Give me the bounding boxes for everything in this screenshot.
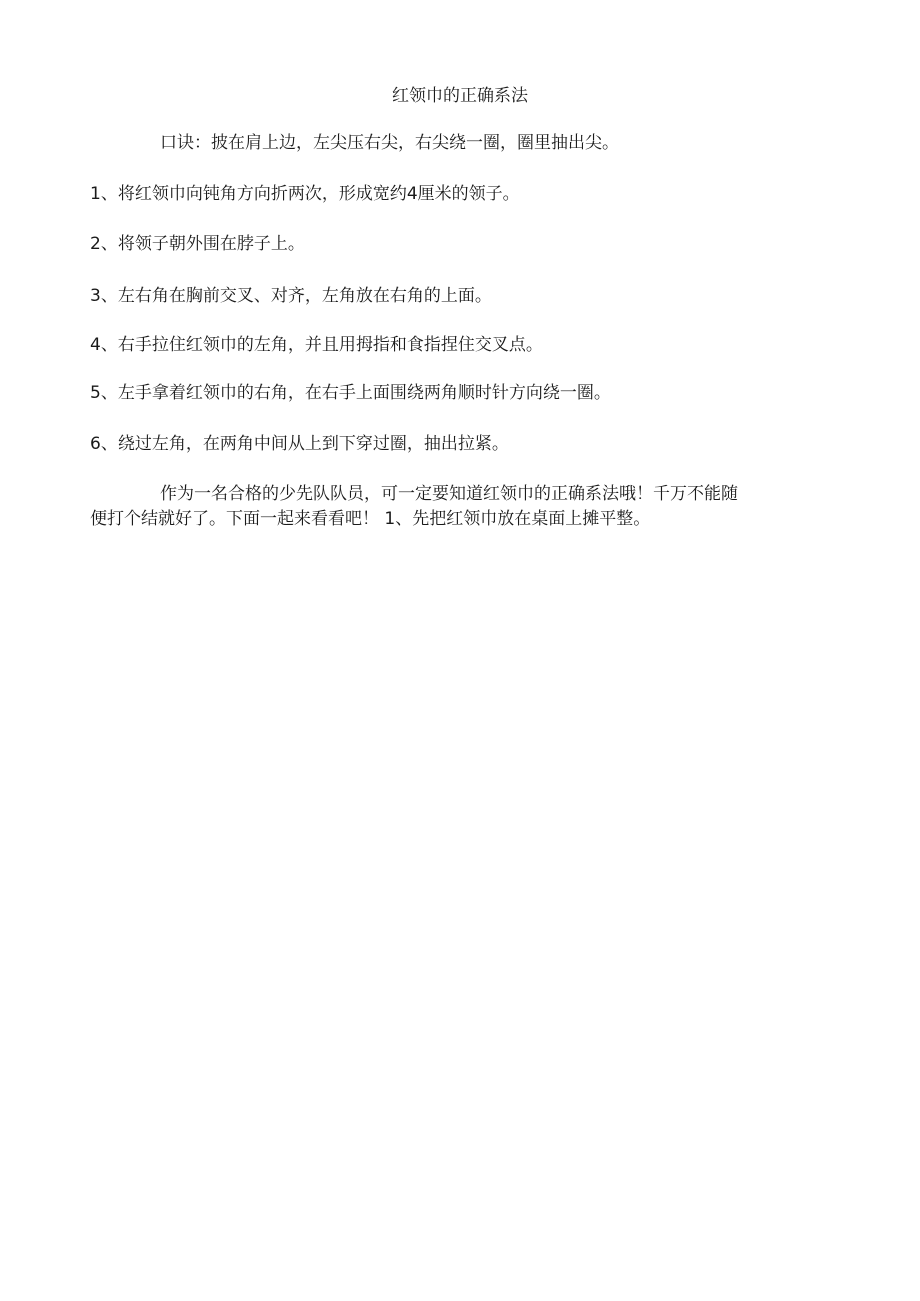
closing-paragraph-line-2: 便打个结就好了。下面一起来看看吧！ 1、先把红领巾放在桌面上摊平整。 — [90, 509, 651, 529]
closing-paragraph-line-1: 作为一名合格的少先队队员，可一定要知道红领巾的正确系法哦！千万不能随 — [160, 484, 738, 504]
step-4: 4、右手拉住红领巾的左角，并且用拇指和食指捏住交叉点。 — [90, 335, 543, 355]
document-title: 红领巾的正确系法 — [392, 86, 528, 106]
step-6: 6、绕过左角，在两角中间从上到下穿过圈，抽出拉紧。 — [90, 434, 509, 454]
step-3: 3、左右角在胸前交叉、对齐，左角放在右角的上面。 — [90, 286, 492, 306]
step-1: 1、将红领巾向钝角方向折两次，形成宽约4厘米的领子。 — [90, 184, 520, 204]
step-2: 2、将领子朝外围在脖子上。 — [90, 234, 305, 254]
mnemonic-text: 口诀：披在肩上边，左尖压右尖，右尖绕一圈，圈里抽出尖。 — [160, 133, 619, 153]
step-5: 5、左手拿着红领巾的右角，在右手上面围绕两角顺时针方向绕一圈。 — [90, 383, 611, 403]
